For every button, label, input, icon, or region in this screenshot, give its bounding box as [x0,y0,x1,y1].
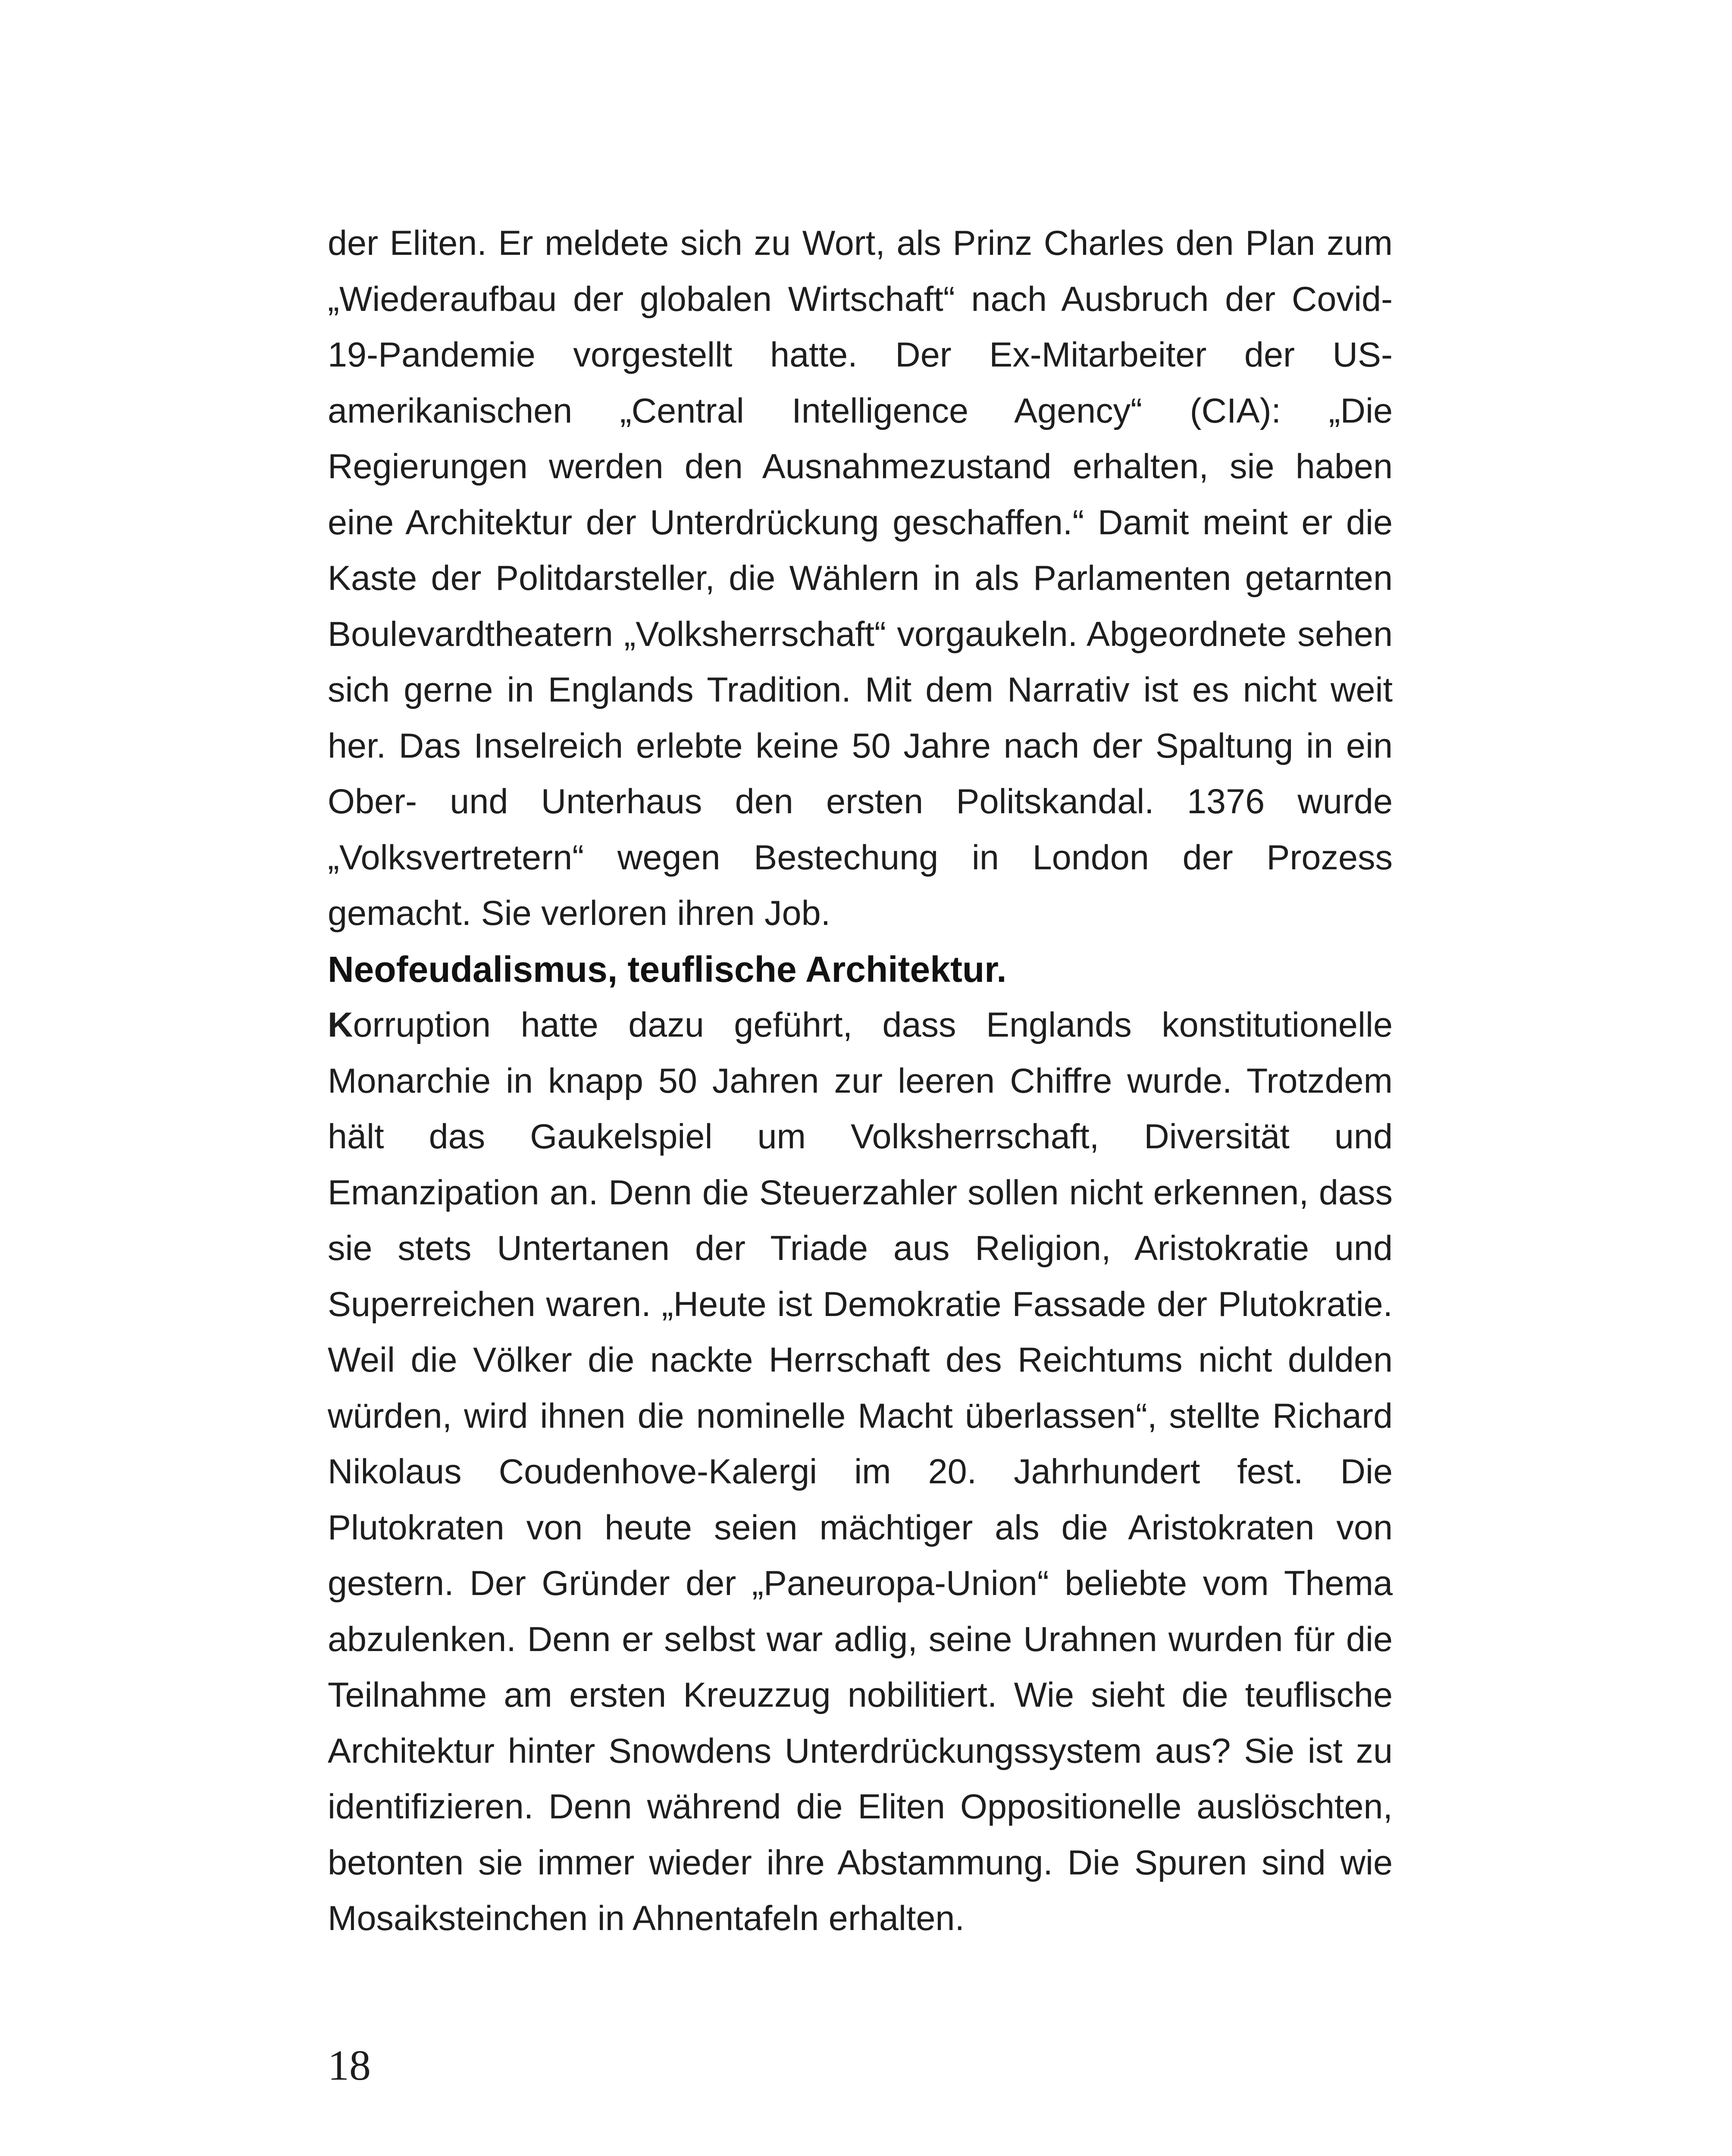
paragraph-text: orruption hatte dazu geführt, dass Englands konstitutionelle Monarchie in knapp 50 Jahren zur leeren Chiffre wurde. Trotzdem hält das Gaukelspiel um Volksherrschaft, Diversität und Emanzipation an. Denn die Steuerzahler sollen nicht erkennen, dass sie stets Untertanen der Triade aus Religion, Aristokratie und Superreichen waren. „Heute ist Demokratie Fassade der Plutokratie. Weil die Völker die nackte Herrschaft des Reichtums nicht dulden würden, wird ihnen die nominelle Macht überlassen“, stellte Richard Nikolaus Coudenhove-Kalergi im 20. Jahrhundert fest. Die Plutokraten von heute seien mächtiger als die Aristokraten von gestern. Der Gründer der „Paneuropa-Union“ beliebte vom Thema abzulenken. Denn er selbst war adlig, seine Urahnen wurden für die Teilnahme am ersten Kreuzzug nobilitiert. Wie sieht die teuflische Architektur hinter Snowdens Unterdrückungssystem aus? Sie ist zu identifizieren. Denn während die Eliten Oppositionelle auslöschten, betonten sie immer wieder ihre Abstammung. Die Spuren sind wie Mosaiksteinchen in Ahnentafeln erhalten. [328,1006,1393,1938]
paragraph: der Eliten. Er meldete sich zu Wort, als Prinz Charles den Plan zum „Wiederaufbau der globalen Wirtschaft“ nach Ausbruch der Covid-19-Pandemie vorgestellt hatte. Der Ex-Mitarbeiter der US-amerikanischen „Central Intelligence Agency“ (CIA): „Die Regierungen werden den Ausnahmezustand erhalten, sie haben eine Architektur der Unterdrückung geschaffen.“ Damit meint er die Kaste der Politdarsteller, die Wählern in als Parlamenten getarnten Boulevardtheatern „Volksherrschaft“ vorgaukeln. Abgeordnete sehen sich gerne in Englands Tradition. Mit dem Narrativ ist es nicht weit her. Das Inselreich erlebte keine 50 Jahre nach der Spaltung in ein Ober- und Unterhaus den ersten Politskandal. 1376 wurde „Volksvertretern“ wegen Bestechung in London der Prozess gemacht. Sie verloren ihren Job. [328,224,1393,933]
page-number: 18 [328,2041,371,2089]
section-heading: Neofeudalismus, teuflische Architektur. [328,949,1007,990]
body-text [328,216,1393,1947]
initial-letter: K [328,1006,353,1044]
paragraph [328,997,1393,1947]
